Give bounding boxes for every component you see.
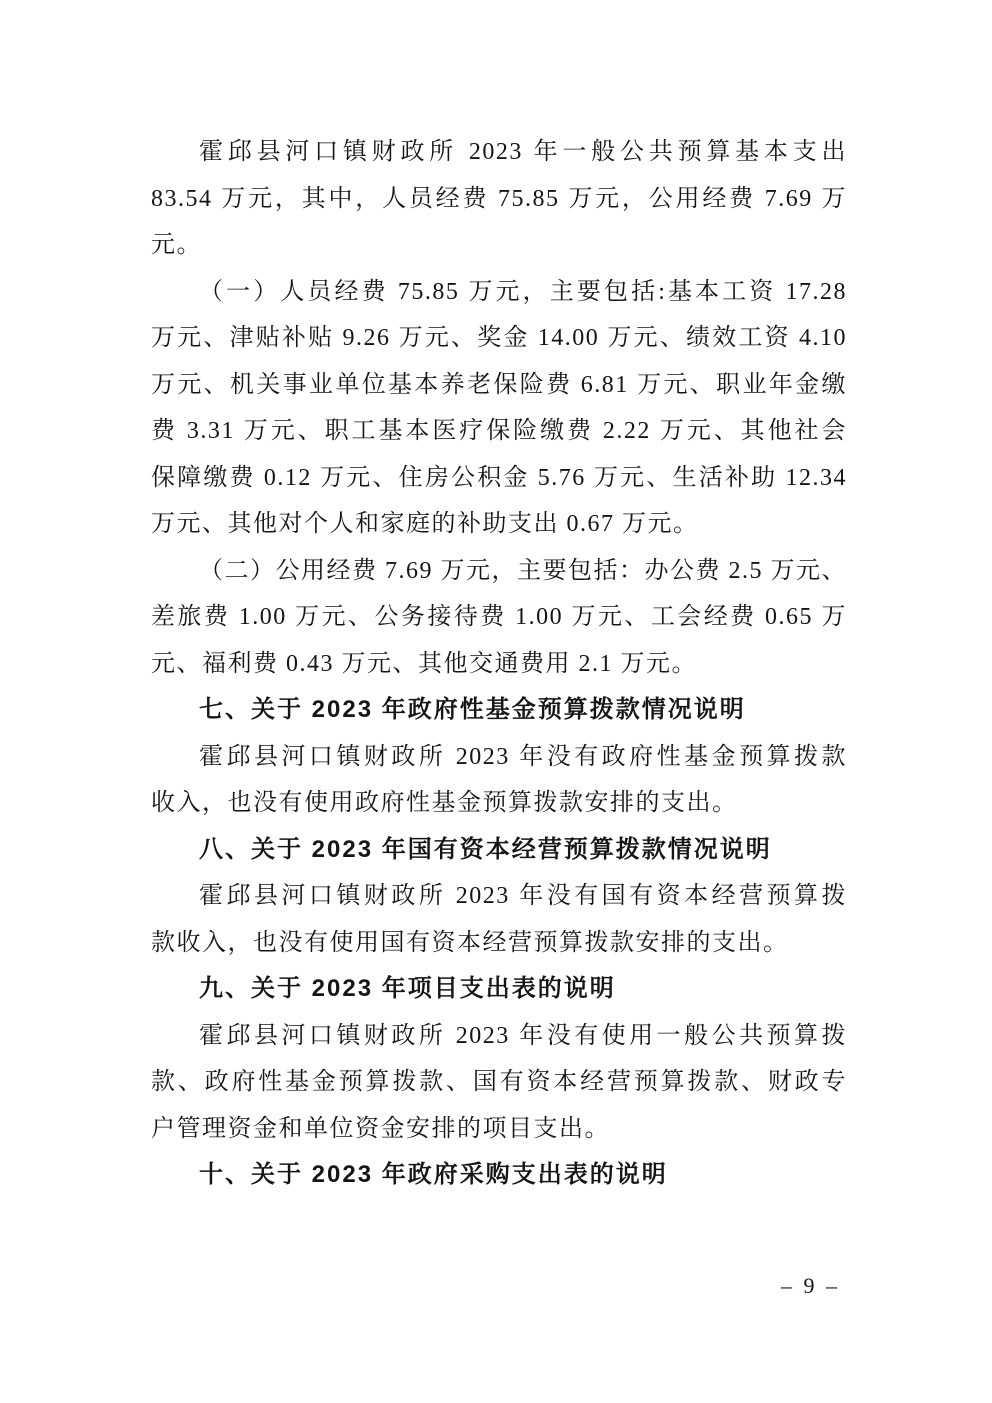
paragraph <box>151 548 847 688</box>
text-line: （二）公用经费 7.69 万元，主要包括：办公费 2.5 万元、 <box>199 557 847 584</box>
text-line: 霍邱县河口镇财政所 2023 年一般公共预算基本支出 <box>199 139 847 165</box>
text-line: 十、关于 2023 年政府采购支出表的说明 <box>199 1161 668 1188</box>
section-heading <box>151 687 847 734</box>
text-line: 保障缴费 0.12 万元、住房公积金 5.76 万元、生活补助 12.34 <box>151 464 847 491</box>
text-line: 费 3.31 万元、职工基本医疗保险缴费 2.22 万元、其他社会 <box>151 418 847 444</box>
paragraph <box>151 873 847 966</box>
text-line: 万元、机关事业单位基本养老保险费 6.81 万元、职业年金缴 <box>151 371 847 398</box>
text-line: 霍邱县河口镇财政所 2023 年没有使用一般公共预算拨 <box>199 1022 847 1049</box>
text-line: 万元、津贴补贴 9.26 万元、奖金 14.00 万元、绩效工资 4.10 <box>151 325 847 351</box>
paragraph <box>151 129 847 269</box>
document-body <box>151 129 847 1199</box>
text-line: 八、关于 2023 年国有资本经营预算拨款情况说明 <box>199 835 772 863</box>
text-line: 霍邱县河口镇财政所 2023 年没有国有资本经营预算拨 <box>199 883 847 909</box>
text-line: 九、关于 2023 年项目支出表的说明 <box>199 975 616 1002</box>
section-heading <box>151 1152 847 1199</box>
page-number: – 9 – <box>781 1273 840 1298</box>
text-line: 款、政府性基金预算拨款、国有资本经营预算拨款、财政专 <box>151 1069 847 1095</box>
paragraph <box>151 734 847 827</box>
paragraph <box>151 1013 847 1153</box>
text-line: 七、关于 2023 年政府性基金预算拨款情况说明 <box>199 696 746 723</box>
text-line: 收入，也没有使用政府性基金预算拨款安排的支出。 <box>151 790 738 816</box>
text-line: 元、福利费 0.43 万元、其他交通费用 2.1 万元。 <box>151 650 697 677</box>
text-line: 霍邱县河口镇财政所 2023 年没有政府性基金预算拨款 <box>199 743 847 770</box>
text-line: 户管理资金和单位资金安排的项目支出。 <box>151 1115 610 1142</box>
text-line: 款收入，也没有使用国有资本经营预算拨款安排的支出。 <box>151 929 789 956</box>
text-line: 万元、其他对个人和家庭的补助支出 0.67 万元。 <box>151 511 699 537</box>
text-line: 元。 <box>151 232 202 258</box>
text-line: 差旅费 1.00 万元、公务接待费 1.00 万元、工会经费 0.65 万 <box>151 604 847 630</box>
text-line: 83.54 万元，其中，人员经费 75.85 万元，公用经费 7.69 万 <box>151 185 847 212</box>
paragraph <box>151 269 847 548</box>
text-line: （一）人员经费 75.85 万元，主要包括:基本工资 17.28 <box>199 278 847 305</box>
section-heading <box>151 827 847 874</box>
section-heading <box>151 966 847 1013</box>
